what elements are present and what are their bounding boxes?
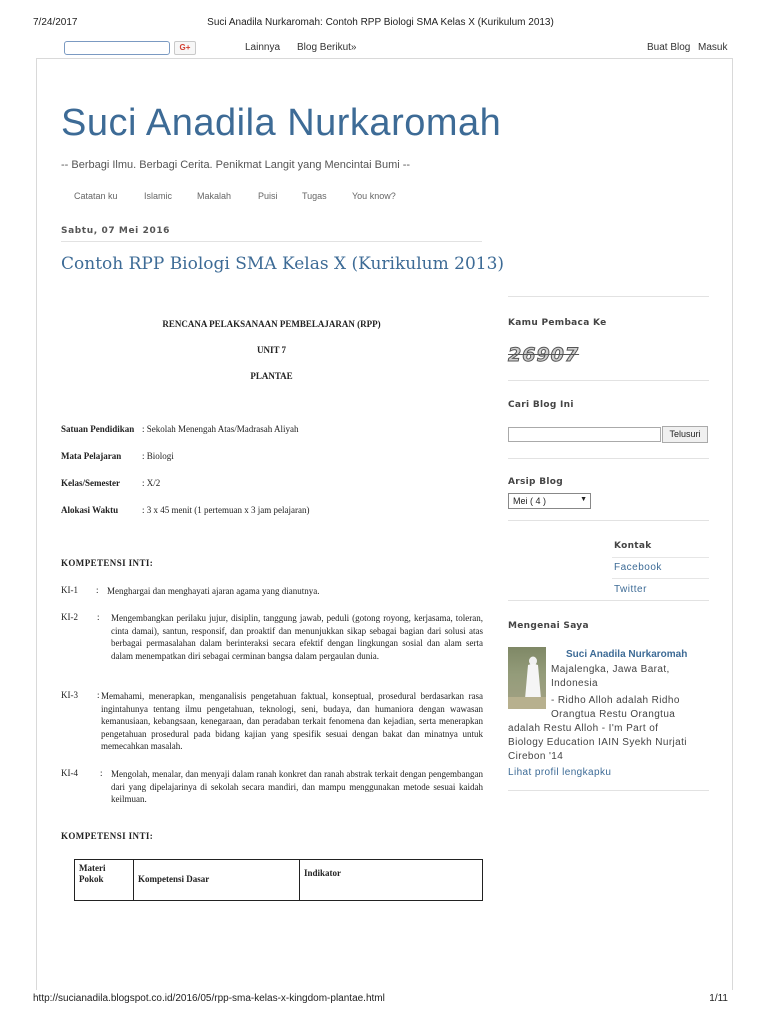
- navbar-next-blog-link[interactable]: Blog Berikut»: [297, 42, 357, 53]
- sidebar-divider: [508, 380, 709, 381]
- competency-table: [74, 859, 483, 901]
- navbar-create-blog-link[interactable]: Buat Blog: [647, 42, 691, 53]
- post-title[interactable]: Contoh RPP Biologi SMA Kelas X (Kurikulum 2013): [61, 254, 505, 274]
- contact-divider: [612, 557, 709, 558]
- blog-title[interactable]: Suci Anadila Nurkaromah: [61, 102, 502, 144]
- sidebar-divider: [508, 296, 709, 297]
- profile-location-line-1: Majalengka, Jawa Barat,: [551, 664, 670, 675]
- twitter-link[interactable]: Twitter: [614, 584, 647, 595]
- table-header-indikator: Indikator: [304, 868, 342, 878]
- post-date: Sabtu, 07 Mei 2016: [61, 226, 171, 236]
- about-widget-title: Mengenai Saya: [508, 621, 589, 631]
- blog-search-input[interactable]: [508, 427, 661, 442]
- dropdown-arrow-icon: ▼: [580, 496, 587, 503]
- rpp-heading: RENCANA PELAKSANAAN PEMBELAJARAN (RPP): [162, 319, 381, 329]
- date-divider: [61, 241, 482, 242]
- ki-1-text: Menghargai dan menghayati ajaran agama yang dianutnya.: [107, 586, 320, 596]
- profile-bio-line-4: Biology Education IAIN Syekh Nurjati: [508, 737, 687, 748]
- ki-1-colon: :: [96, 585, 99, 595]
- meta-value-mapel: : Biologi: [142, 451, 174, 461]
- profile-bio-line-2: Orangtua Restu Orangtua: [551, 709, 676, 720]
- meta-value-alokasi: : 3 x 45 menit (1 pertemuan x 3 jam pelajaran): [142, 505, 310, 515]
- meta-value-kelas: : X/2: [142, 478, 161, 488]
- archive-select-value: Mei ( 4 ): [513, 496, 547, 506]
- counter-widget-title: Kamu Pembaca Ke: [508, 318, 607, 328]
- navbar-search-input[interactable]: [64, 41, 170, 55]
- archive-select[interactable]: [508, 493, 591, 509]
- profile-bio-line-5: Cirebon '14: [508, 751, 564, 762]
- visitor-counter: 26907: [508, 344, 580, 366]
- facebook-link[interactable]: Facebook: [614, 562, 662, 573]
- unit-heading: UNIT 7: [256, 345, 287, 355]
- ki-4-colon: :: [100, 768, 103, 778]
- tab-puisi[interactable]: Puisi: [258, 191, 278, 201]
- tab-catatanku[interactable]: Catatan ku: [74, 191, 118, 201]
- ki-3-label: KI-3: [61, 690, 78, 700]
- ki-3-colon: :: [97, 690, 100, 700]
- ki-2-colon: :: [97, 612, 100, 622]
- meta-label-mapel: Mata Pelajaran: [61, 451, 122, 461]
- blog-search-button[interactable]: Telusuri: [662, 426, 708, 443]
- table-header-materi: Materi Pokok: [75, 860, 134, 900]
- print-date: 7/24/2017: [33, 17, 78, 28]
- archive-widget-title: Arsip Blog: [508, 477, 563, 487]
- print-footer: [33, 993, 728, 1007]
- print-header: [33, 17, 728, 31]
- profile-bio-line-1: - Ridho Alloh adalah Ridho: [551, 695, 680, 706]
- profile-avatar[interactable]: [508, 647, 546, 709]
- ki-2-label: KI-2: [61, 612, 78, 622]
- ki-4-text: Mengolah, menalar, dan menyaji dalam ranah konkret dan ranah abstrak terkait dengan pengembangan dari yang dipelajarinya di sekolah secara mandiri, dan mampu menggunakan metode sesuai kaidah keilmuan.: [111, 769, 483, 804]
- meta-label-satuan: Satuan Pendidikan: [61, 424, 135, 434]
- ki-3-text: Memahami, menerapkan, menganalisis pengetahuan faktual, konseptual, prosedural berdasarkan rasa ingintahunya tentang ilmu pengetahuan, teknologi, seni, budaya, dan humaniora dengan wawasan kemanusiaan, kebangsaan, kenegaraan, dan peradaban terkait fenomena dan kejadian, serta menerapkan pengetahuan prosedural pada bidang kajian yang spesifik sesuai dengan bakat dan minatnya untuk memecahkan masalah.: [101, 691, 483, 751]
- section-heading-ki-2: KOMPETENSI INTI:: [61, 831, 154, 841]
- profile-location-line-2: Indonesia: [551, 678, 598, 689]
- view-full-profile-link[interactable]: Lihat profil lengkapku: [508, 767, 612, 778]
- tab-you-know[interactable]: You know?: [352, 191, 396, 201]
- contact-divider: [612, 578, 709, 579]
- meta-label-kelas: Kelas/Semester: [61, 478, 120, 488]
- profile-bio-line-3: adalah Restu Alloh - I'm Part of: [508, 723, 659, 734]
- tab-makalah[interactable]: Makalah: [197, 191, 232, 201]
- sidebar-divider: [508, 520, 709, 521]
- sidebar-divider: [508, 790, 709, 791]
- ki-2-text: Mengembangkan perilaku jujur, disiplin, tanggung jawab, peduli (gotong royong, kerjasama, toleran, cinta damai), santun, responsif, dan proaktif dan menunjukkan sikap sebagai bagian dari solusi atas berbagai permasalahan dalam berinteraksi secara efektif dengan lingkungan sosial dan alam serta dalam menempatkan diri sebagai cerminan bangsa dalam pergaulan dunia.: [111, 613, 483, 661]
- section-heading-ki: KOMPETENSI INTI:: [61, 558, 154, 568]
- sidebar-divider: [508, 458, 709, 459]
- avatar-figure-icon: [508, 647, 546, 709]
- tab-tugas[interactable]: Tugas: [302, 191, 327, 201]
- contact-widget-title: Kontak: [614, 541, 652, 551]
- navbar-sign-in-link[interactable]: Masuk: [698, 42, 728, 53]
- tab-islamic[interactable]: Islamic: [144, 191, 173, 201]
- ki-4-label: KI-4: [61, 768, 78, 778]
- search-widget-title: Cari Blog Ini: [508, 400, 574, 410]
- table-header-kompetensi: Kompetensi Dasar: [134, 860, 300, 900]
- ki-1-label: KI-1: [61, 585, 78, 595]
- plantae-heading: PLANTAE: [250, 371, 293, 381]
- sidebar-divider: [508, 600, 709, 601]
- google-plus-button[interactable]: G+: [174, 41, 196, 55]
- print-page-title: Suci Anadila Nurkaromah: Contoh RPP Biologi SMA Kelas X (Kurikulum 2013): [207, 17, 554, 28]
- blog-description: -- Berbagi Ilmu. Berbagi Cerita. Penikmat Langit yang Mencintai Bumi --: [61, 159, 411, 171]
- print-page-number: 1/11: [709, 993, 728, 1004]
- navbar-more-link[interactable]: Lainnya: [245, 42, 281, 53]
- meta-value-satuan: : Sekolah Menengah Atas/Madrasah Aliyah: [142, 424, 299, 434]
- meta-label-alokasi: Alokasi Waktu: [61, 505, 119, 515]
- print-url: http://sucianadila.blogspot.co.id/2016/05/rpp-sma-kelas-x-kingdom-plantae.html: [33, 993, 385, 1004]
- blogger-navbar: [0, 38, 768, 58]
- profile-name-link[interactable]: Suci Anadila Nurkaromah: [566, 649, 688, 660]
